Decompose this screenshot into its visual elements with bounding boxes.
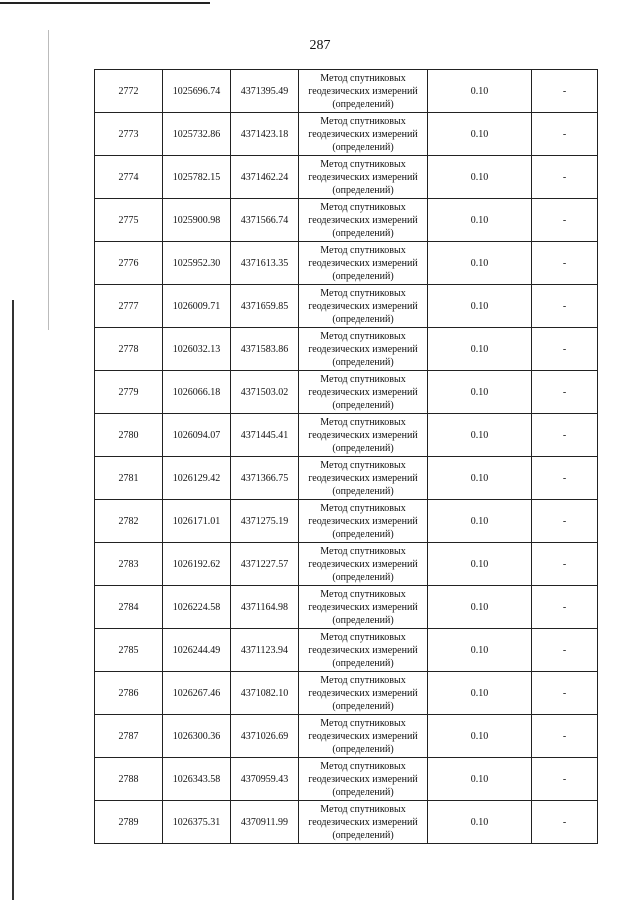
y-coordinate-cell: 4370911.99 [231,801,299,844]
note-cell: - [532,156,598,199]
method-line: Метод спутниковых [320,545,406,557]
table-row [95,758,598,801]
accuracy-cell: 0.10 [428,758,532,801]
accuracy-cell: 0.10 [428,672,532,715]
y-coordinate-cell: 4370959.43 [231,758,299,801]
accuracy-cell: 0.10 [428,586,532,629]
method-line: геодезических измерений [308,85,418,97]
method-line: (определений) [332,700,394,712]
method-cell [299,242,428,285]
note-cell: - [532,543,598,586]
table-row [95,328,598,371]
point-number-cell: 2785 [95,629,163,672]
y-coordinate-cell: 4371613.35 [231,242,299,285]
y-coordinate-cell: 4371366.75 [231,457,299,500]
table-row [95,70,598,113]
method-line: геодезических измерений [308,472,418,484]
note-cell: - [532,328,598,371]
method-line: Метод спутниковых [320,373,406,385]
point-number-cell: 2787 [95,715,163,758]
x-coordinate-cell: 1026171.01 [163,500,231,543]
x-coordinate-cell: 1026009.71 [163,285,231,328]
method-line: (определений) [332,98,394,110]
note-cell: - [532,414,598,457]
note-cell: - [532,457,598,500]
method-cell [299,801,428,844]
method-line: геодезических измерений [308,773,418,785]
point-number-cell: 2779 [95,371,163,414]
x-coordinate-cell: 1026224.58 [163,586,231,629]
y-coordinate-cell: 4371123.94 [231,629,299,672]
method-line: (определений) [332,829,394,841]
x-coordinate-cell: 1025732.86 [163,113,231,156]
y-coordinate-cell: 4371659.85 [231,285,299,328]
method-line: (определений) [332,485,394,497]
table-row [95,586,598,629]
x-coordinate-cell: 1026343.58 [163,758,231,801]
method-cell [299,328,428,371]
method-line: (определений) [332,657,394,669]
table-row [95,113,598,156]
table-row [95,801,598,844]
scan-artifact-line [12,300,14,900]
method-line: Метод спутниковых [320,72,406,84]
method-line: (определений) [332,399,394,411]
note-cell: - [532,199,598,242]
method-line: геодезических измерений [308,257,418,269]
accuracy-cell: 0.10 [428,371,532,414]
y-coordinate-cell: 4371503.02 [231,371,299,414]
method-line: (определений) [332,141,394,153]
x-coordinate-cell: 1025952.30 [163,242,231,285]
accuracy-cell: 0.10 [428,414,532,457]
point-number-cell: 2774 [95,156,163,199]
note-cell: - [532,629,598,672]
x-coordinate-cell: 1026066.18 [163,371,231,414]
method-line: геодезических измерений [308,644,418,656]
method-line: геодезических измерений [308,214,418,226]
method-line: (определений) [332,227,394,239]
note-cell: - [532,586,598,629]
x-coordinate-cell: 1026129.42 [163,457,231,500]
table-row [95,500,598,543]
accuracy-cell: 0.10 [428,242,532,285]
method-line: геодезических измерений [308,300,418,312]
coordinates-table [94,69,598,844]
page-number: 287 [309,38,331,53]
method-line: геодезических измерений [308,730,418,742]
method-line: Метод спутниковых [320,115,406,127]
point-number-cell: 2783 [95,543,163,586]
note-cell: - [532,371,598,414]
accuracy-cell: 0.10 [428,543,532,586]
y-coordinate-cell: 4371026.69 [231,715,299,758]
method-line: Метод спутниковых [320,459,406,471]
method-line: (определений) [332,614,394,626]
accuracy-cell: 0.10 [428,199,532,242]
y-coordinate-cell: 4371583.86 [231,328,299,371]
method-cell [299,414,428,457]
method-line: (определений) [332,528,394,540]
point-number-cell: 2788 [95,758,163,801]
table-row [95,199,598,242]
method-line: (определений) [332,743,394,755]
x-coordinate-cell: 1026300.36 [163,715,231,758]
accuracy-cell: 0.10 [428,70,532,113]
table-row [95,715,598,758]
method-line: Метод спутниковых [320,287,406,299]
method-cell [299,758,428,801]
method-line: геодезических измерений [308,128,418,140]
note-cell: - [532,285,598,328]
table-row [95,156,598,199]
point-number-cell: 2789 [95,801,163,844]
method-cell [299,70,428,113]
note-cell: - [532,715,598,758]
scan-artifact-line [48,30,49,330]
table-row [95,371,598,414]
y-coordinate-cell: 4371566.74 [231,199,299,242]
method-cell [299,586,428,629]
accuracy-cell: 0.10 [428,285,532,328]
method-line: Метод спутниковых [320,416,406,428]
x-coordinate-cell: 1026375.31 [163,801,231,844]
point-number-cell: 2786 [95,672,163,715]
table-row [95,414,598,457]
y-coordinate-cell: 4371445.41 [231,414,299,457]
method-cell [299,371,428,414]
method-line: геодезических измерений [308,515,418,527]
method-line: Метод спутниковых [320,803,406,815]
point-number-cell: 2782 [95,500,163,543]
method-line: Метод спутниковых [320,588,406,600]
note-cell: - [532,242,598,285]
table-body [95,70,598,844]
x-coordinate-cell: 1026244.49 [163,629,231,672]
method-line: (определений) [332,356,394,368]
method-cell [299,672,428,715]
point-number-cell: 2772 [95,70,163,113]
accuracy-cell: 0.10 [428,629,532,672]
method-line: Метод спутниковых [320,760,406,772]
method-cell [299,543,428,586]
note-cell: - [532,70,598,113]
accuracy-cell: 0.10 [428,500,532,543]
y-coordinate-cell: 4371423.18 [231,113,299,156]
point-number-cell: 2781 [95,457,163,500]
x-coordinate-cell: 1026192.62 [163,543,231,586]
method-cell [299,156,428,199]
table-row [95,242,598,285]
method-line: Метод спутниковых [320,244,406,256]
method-line: геодезических измерений [308,558,418,570]
y-coordinate-cell: 4371164.98 [231,586,299,629]
method-line: (определений) [332,786,394,798]
point-number-cell: 2778 [95,328,163,371]
method-cell [299,113,428,156]
method-cell [299,285,428,328]
method-line: Метод спутниковых [320,631,406,643]
method-line: Метод спутниковых [320,158,406,170]
y-coordinate-cell: 4371275.19 [231,500,299,543]
method-line: (определений) [332,184,394,196]
method-line: Метод спутниковых [320,201,406,213]
point-number-cell: 2780 [95,414,163,457]
y-coordinate-cell: 4371462.24 [231,156,299,199]
note-cell: - [532,758,598,801]
method-line: геодезических измерений [308,601,418,613]
method-line: (определений) [332,442,394,454]
method-line: геодезических измерений [308,687,418,699]
method-cell [299,457,428,500]
table-row [95,672,598,715]
note-cell: - [532,801,598,844]
point-number-cell: 2776 [95,242,163,285]
x-coordinate-cell: 1025782.15 [163,156,231,199]
accuracy-cell: 0.10 [428,113,532,156]
method-line: геодезических измерений [308,171,418,183]
accuracy-cell: 0.10 [428,156,532,199]
method-cell [299,715,428,758]
method-line: (определений) [332,270,394,282]
method-line: Метод спутниковых [320,502,406,514]
x-coordinate-cell: 1026094.07 [163,414,231,457]
accuracy-cell: 0.10 [428,715,532,758]
y-coordinate-cell: 4371082.10 [231,672,299,715]
accuracy-cell: 0.10 [428,801,532,844]
note-cell: - [532,500,598,543]
x-coordinate-cell: 1025696.74 [163,70,231,113]
point-number-cell: 2775 [95,199,163,242]
table-row [95,457,598,500]
note-cell: - [532,672,598,715]
point-number-cell: 2777 [95,285,163,328]
accuracy-cell: 0.10 [428,457,532,500]
table-row [95,285,598,328]
method-line: (определений) [332,571,394,583]
y-coordinate-cell: 4371395.49 [231,70,299,113]
scan-artifact-line [0,2,210,4]
point-number-cell: 2784 [95,586,163,629]
method-line: Метод спутниковых [320,674,406,686]
y-coordinate-cell: 4371227.57 [231,543,299,586]
table-row [95,629,598,672]
method-line: Метод спутниковых [320,330,406,342]
x-coordinate-cell: 1026032.13 [163,328,231,371]
x-coordinate-cell: 1025900.98 [163,199,231,242]
method-line: геодезических измерений [308,386,418,398]
method-cell [299,629,428,672]
note-cell: - [532,113,598,156]
table-row [95,543,598,586]
method-line: (определений) [332,313,394,325]
method-line: геодезических измерений [308,816,418,828]
method-line: геодезических измерений [308,343,418,355]
method-line: Метод спутниковых [320,717,406,729]
method-cell [299,500,428,543]
accuracy-cell: 0.10 [428,328,532,371]
point-number-cell: 2773 [95,113,163,156]
method-line: геодезических измерений [308,429,418,441]
method-cell [299,199,428,242]
x-coordinate-cell: 1026267.46 [163,672,231,715]
